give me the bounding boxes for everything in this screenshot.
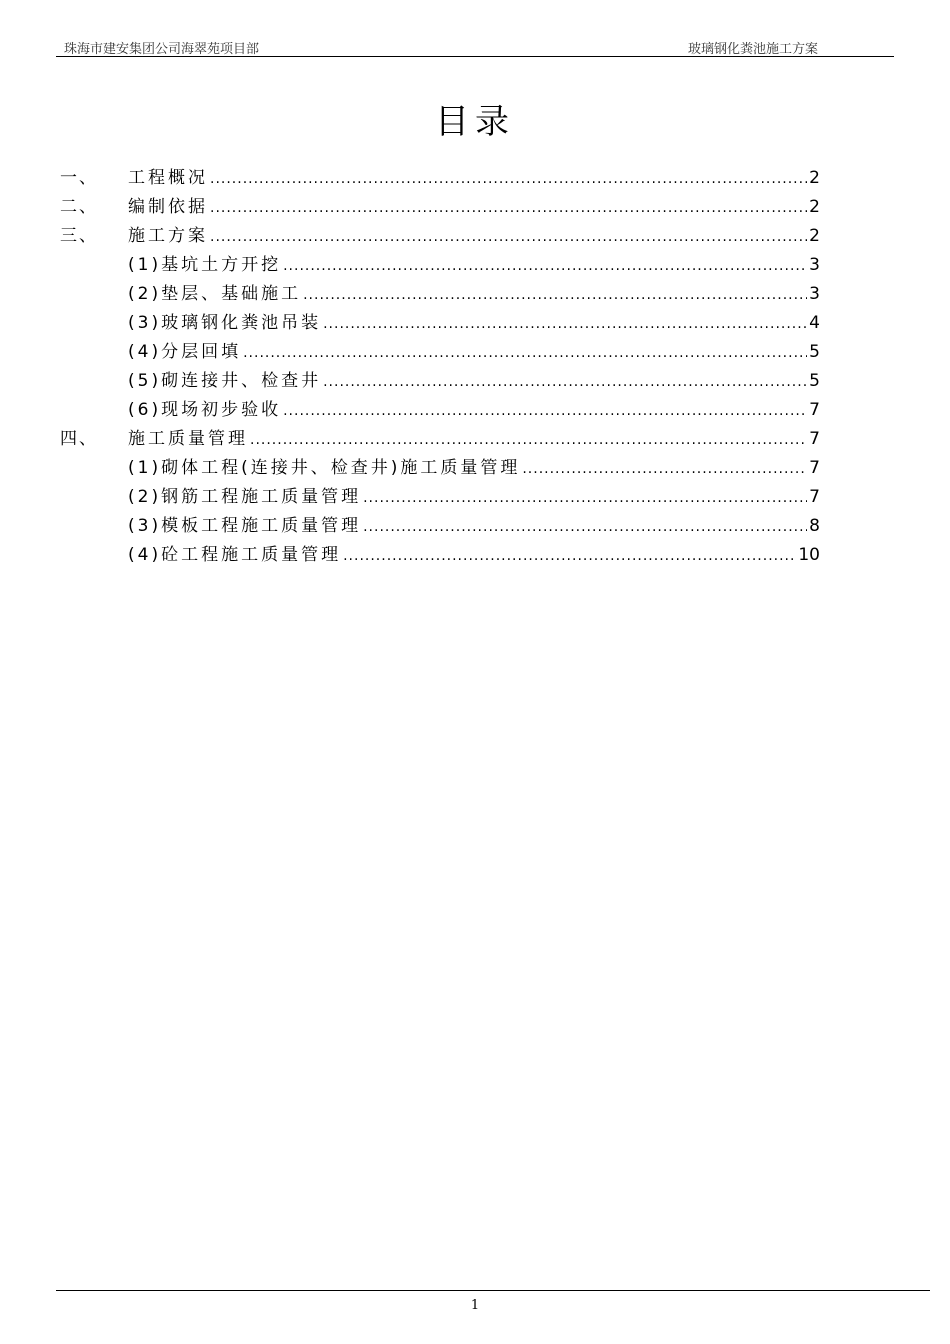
toc-entry-page: 7 bbox=[809, 400, 820, 420]
toc-entry-label: (3)模板工程施工质量管理 bbox=[128, 516, 362, 536]
toc-leader-dots bbox=[210, 194, 807, 223]
toc-subentry[interactable] bbox=[60, 454, 820, 483]
table-of-contents bbox=[60, 164, 820, 570]
toc-entry-label: (3)玻璃钢化粪池吊装 bbox=[128, 313, 322, 333]
toc-subentry[interactable] bbox=[60, 367, 820, 396]
toc-leader-dots bbox=[363, 513, 807, 542]
toc-entry-page: 5 bbox=[809, 371, 820, 391]
toc-entry-label: (1)基坑土方开挖 bbox=[128, 255, 282, 275]
toc-entry-page: 10 bbox=[798, 545, 820, 565]
toc-subentry[interactable] bbox=[60, 338, 820, 367]
toc-entry-number: 四、 bbox=[60, 429, 98, 449]
toc-leader-dots bbox=[283, 252, 807, 281]
toc-entry[interactable] bbox=[60, 222, 820, 251]
toc-leader-dots bbox=[363, 484, 807, 513]
toc-entry-label: (6)现场初步验收 bbox=[128, 400, 282, 420]
header-organization: 珠海市建安集团公司海翠苑项目部 bbox=[64, 42, 260, 57]
toc-entry-page: 2 bbox=[809, 197, 820, 217]
toc-entry-label: (2)钢筋工程施工质量管理 bbox=[128, 487, 362, 507]
toc-subentry[interactable] bbox=[60, 483, 820, 512]
toc-entry-label: 施工质量管理 bbox=[128, 429, 248, 449]
toc-entry-page: 2 bbox=[809, 168, 820, 188]
toc-entry[interactable] bbox=[60, 164, 820, 193]
header-document-title: 玻璃钢化粪池施工方案 bbox=[687, 42, 818, 57]
toc-entry-page: 8 bbox=[809, 516, 820, 536]
toc-entry-label: (5)砌连接井、检查井 bbox=[128, 371, 322, 391]
page-header bbox=[56, 36, 894, 57]
toc-entry-label: (2)垫层、基础施工 bbox=[128, 284, 302, 304]
toc-entry-page: 7 bbox=[809, 429, 820, 449]
toc-entry-number: 二、 bbox=[60, 197, 98, 217]
toc-entry-page: 7 bbox=[809, 458, 820, 478]
toc-subentry[interactable] bbox=[60, 396, 820, 425]
toc-leader-dots bbox=[522, 455, 807, 484]
toc-subentry[interactable] bbox=[60, 512, 820, 541]
toc-subentry[interactable] bbox=[60, 280, 820, 309]
toc-entry-label: 施工方案 bbox=[128, 226, 208, 246]
toc-entry-page: 5 bbox=[809, 342, 820, 362]
toc-subentry[interactable] bbox=[60, 541, 820, 570]
toc-leader-dots bbox=[250, 426, 807, 455]
toc-leader-dots bbox=[323, 368, 807, 397]
footer-page-number: 1 bbox=[470, 1298, 480, 1313]
toc-leader-dots bbox=[210, 223, 807, 252]
toc-entry-number: 一、 bbox=[60, 168, 98, 188]
toc-leader-dots bbox=[210, 165, 807, 194]
footer-divider bbox=[56, 1290, 930, 1291]
toc-entry-label: (4)分层回填 bbox=[128, 342, 242, 362]
toc-entry-number: 三、 bbox=[60, 226, 98, 246]
toc-entry-page: 7 bbox=[809, 487, 820, 507]
toc-entry-page: 3 bbox=[809, 255, 820, 275]
toc-subentry[interactable] bbox=[60, 309, 820, 338]
toc-entry-label: (4)砼工程施工质量管理 bbox=[128, 545, 342, 565]
page-title: 目录 bbox=[435, 102, 515, 142]
toc-entry-label: (1)砌体工程(连接井、检查井)施工质量管理 bbox=[128, 458, 521, 478]
toc-leader-dots bbox=[283, 397, 807, 426]
toc-entry-page: 3 bbox=[809, 284, 820, 304]
toc-entry-label: 编制依据 bbox=[128, 197, 208, 217]
toc-leader-dots bbox=[303, 281, 807, 310]
toc-entry[interactable] bbox=[60, 193, 820, 222]
toc-leader-dots bbox=[243, 339, 807, 368]
toc-leader-dots bbox=[323, 310, 807, 339]
toc-entry-label: 工程概况 bbox=[128, 168, 208, 188]
toc-leader-dots bbox=[343, 542, 796, 571]
toc-entry[interactable] bbox=[60, 425, 820, 454]
toc-entry-page: 4 bbox=[809, 313, 820, 333]
toc-entry-page: 2 bbox=[809, 226, 820, 246]
toc-subentry[interactable] bbox=[60, 251, 820, 280]
